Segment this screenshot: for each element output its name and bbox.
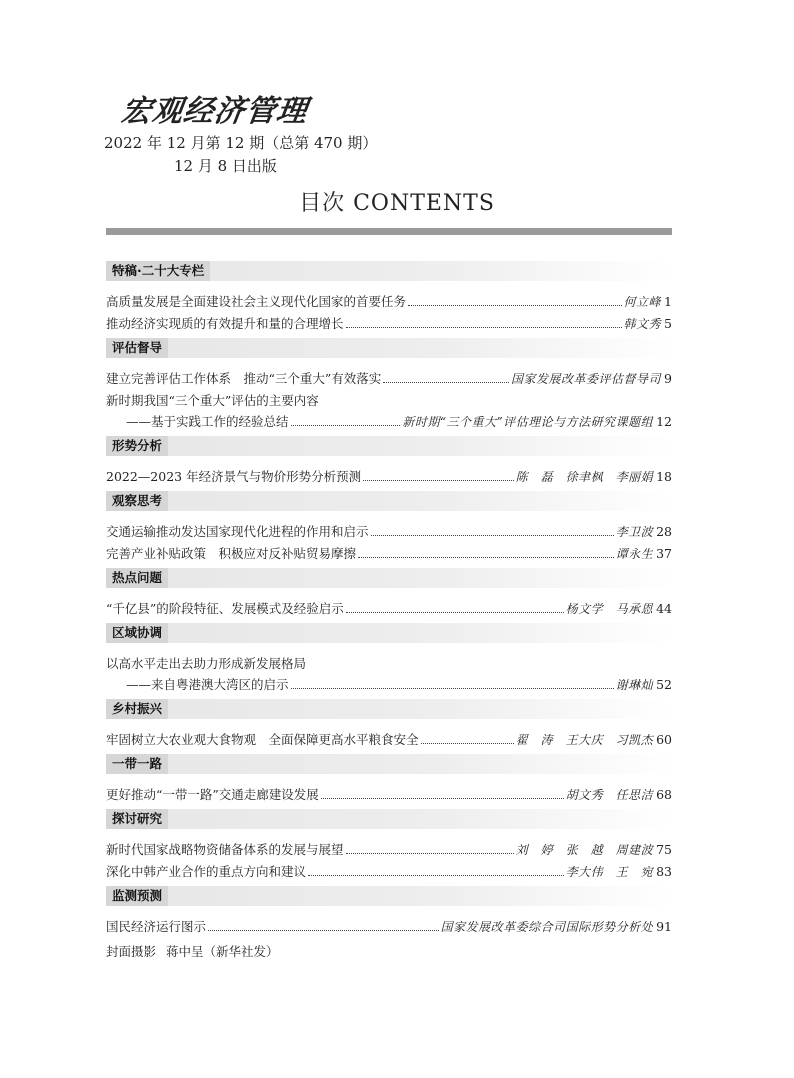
section-label: 探讨研究 (106, 809, 168, 829)
photo-credit (106, 941, 672, 962)
toc-entry[interactable] (106, 598, 672, 620)
dot-leader (358, 557, 614, 558)
toc-entry-page: 75 (656, 842, 672, 857)
dot-leader (321, 798, 564, 799)
toc-entry[interactable] (106, 521, 672, 543)
toc-entry-title: 国民经济运行图示 (106, 919, 207, 934)
toc-entry[interactable] (106, 916, 672, 938)
section-label: 形势分析 (106, 436, 168, 456)
toc-entry-author: 翟 涛 王大庆 习凯杰 (515, 733, 654, 747)
toc-entry-author: 谭永生 (615, 547, 654, 561)
dot-leader (346, 612, 564, 613)
toc-entry-page: 5 (664, 316, 672, 331)
toc-entry-author: 陈 磊 徐聿枫 李丽娟 (515, 470, 654, 484)
dot-leader (291, 425, 401, 426)
toc-entry-title: 更好推动“一带一路”交通走廊建设发展 (106, 787, 319, 802)
section-header (106, 436, 672, 456)
section-label: 评估督导 (106, 338, 168, 358)
toc-entry-author: 何立峰 (623, 295, 662, 309)
section-label: 特稿·二十大专栏 (106, 261, 210, 281)
toc-entry-author: 谢琳灿 (615, 678, 654, 692)
toc-entry-page: 12 (656, 414, 672, 429)
dot-leader (408, 305, 622, 306)
toc-entry-author: 李卫波 (615, 525, 654, 539)
toc-entry-title[interactable]: 新时期我国“三个重大”评估的主要内容 (106, 393, 319, 408)
toc-entry-author: 国家发展改革委综合司国际形势分析处 (440, 920, 654, 934)
toc-entry-page: 91 (656, 919, 672, 934)
table-of-contents (106, 258, 672, 962)
toc-entry-author: 韩文秀 (623, 317, 662, 331)
toc-entry[interactable] (106, 784, 672, 806)
toc-entry[interactable] (106, 313, 672, 335)
section-label: 一带一路 (106, 754, 168, 774)
toc-entry-title: 完善产业补贴政策 积极应对反补贴贸易摩擦 (106, 546, 357, 561)
section-label: 监测预测 (106, 886, 168, 906)
dot-leader (291, 688, 614, 689)
toc-entry-page: 60 (656, 732, 672, 747)
dot-leader (383, 382, 509, 383)
section-header (106, 338, 672, 358)
toc-entry-subtitle: ——基于实践工作的经验总结 (126, 414, 289, 429)
contents-heading: 目次 CONTENTS (299, 191, 495, 216)
dot-leader (346, 853, 514, 854)
section-header (106, 809, 672, 829)
section-header (106, 568, 672, 588)
toc-entry-page: 52 (656, 677, 672, 692)
section-header (106, 699, 672, 719)
toc-entry-author: 刘 婷 张 越 周建波 (515, 843, 654, 857)
toc-entry-title: “千亿县”的阶段特征、发展模式及经验启示 (106, 601, 344, 616)
toc-entry-title[interactable]: 以高水平走出去助力形成新发展格局 (106, 656, 307, 671)
toc-entry-page: 1 (664, 294, 672, 309)
section-header (106, 261, 672, 281)
toc-entry[interactable] (106, 729, 672, 751)
toc-entry-page: 68 (656, 787, 672, 802)
toc-entry-author: 杨文学 马承恩 (565, 602, 654, 616)
section-label: 观察思考 (106, 491, 168, 511)
toc-entry-page: 83 (656, 864, 672, 879)
section-header (106, 623, 672, 643)
toc-entry[interactable] (106, 839, 672, 861)
journal-title: 宏观经济管理 (119, 94, 310, 129)
section-header (106, 886, 672, 906)
toc-entry-title: 2022—2023 年经济景气与物价形势分析预测 (106, 469, 362, 484)
toc-entry-page: 44 (656, 601, 672, 616)
toc-entry[interactable] (106, 291, 672, 313)
toc-entry[interactable] (106, 368, 672, 390)
toc-entry-author: 新时期“三个重大”评估理论与方法研究课题组 (402, 415, 654, 429)
photo-credit-label: 封面摄影 (106, 944, 157, 959)
toc-entry-title: 牢固树立大农业观大食物观 全面保障更高水平粮食安全 (106, 732, 419, 747)
toc-entry-author: 国家发展改革委评估督导司 (511, 372, 662, 386)
dot-leader (363, 480, 513, 481)
toc-entry-title: 建立完善评估工作体系 推动“三个重大”有效落实 (106, 371, 382, 386)
toc-entry-subtitle: ——来自粤港澳大湾区的启示 (126, 677, 289, 692)
section-header (106, 491, 672, 511)
toc-entry[interactable] (106, 411, 672, 433)
toc-entry-title: 推动经济实现质的有效提升和量的合理增长 (106, 316, 344, 331)
dot-leader (371, 535, 614, 536)
dot-leader (308, 875, 564, 876)
toc-entry-page: 18 (656, 469, 672, 484)
section-header (106, 754, 672, 774)
issue-info: 2022 年 12 月第 12 期（总第 470 期） (104, 134, 378, 152)
toc-entry-author: 李大伟 王 宛 (565, 865, 654, 879)
toc-entry-title: 新时代国家战略物资储备体系的发展与展望 (106, 842, 344, 857)
toc-entry-page: 9 (664, 371, 672, 386)
toc-entry-title: 交通运输推动发达国家现代化进程的作用和启示 (106, 524, 369, 539)
photo-credit-name: 蒋中呈（新华社发） (166, 944, 279, 959)
toc-entry-page: 28 (656, 524, 672, 539)
toc-entry[interactable] (106, 466, 672, 488)
section-label: 乡村振兴 (106, 699, 168, 719)
section-label: 热点问题 (106, 568, 168, 588)
toc-entry-title: 深化中韩产业合作的重点方向和建议 (106, 864, 307, 879)
toc-entry[interactable] (106, 861, 672, 883)
toc-entry[interactable] (106, 543, 672, 565)
section-label: 区域协调 (106, 623, 168, 643)
publish-date: 12 月 8 日出版 (174, 157, 277, 175)
header-divider (106, 228, 672, 235)
toc-entry[interactable] (106, 674, 672, 696)
dot-leader (208, 930, 439, 931)
dot-leader (346, 327, 622, 328)
toc-entry-author: 胡文秀 任思洁 (565, 788, 654, 802)
toc-entry-page: 37 (656, 546, 672, 561)
dot-leader (421, 743, 514, 744)
toc-entry-title: 高质量发展是全面建设社会主义现代化国家的首要任务 (106, 294, 407, 309)
